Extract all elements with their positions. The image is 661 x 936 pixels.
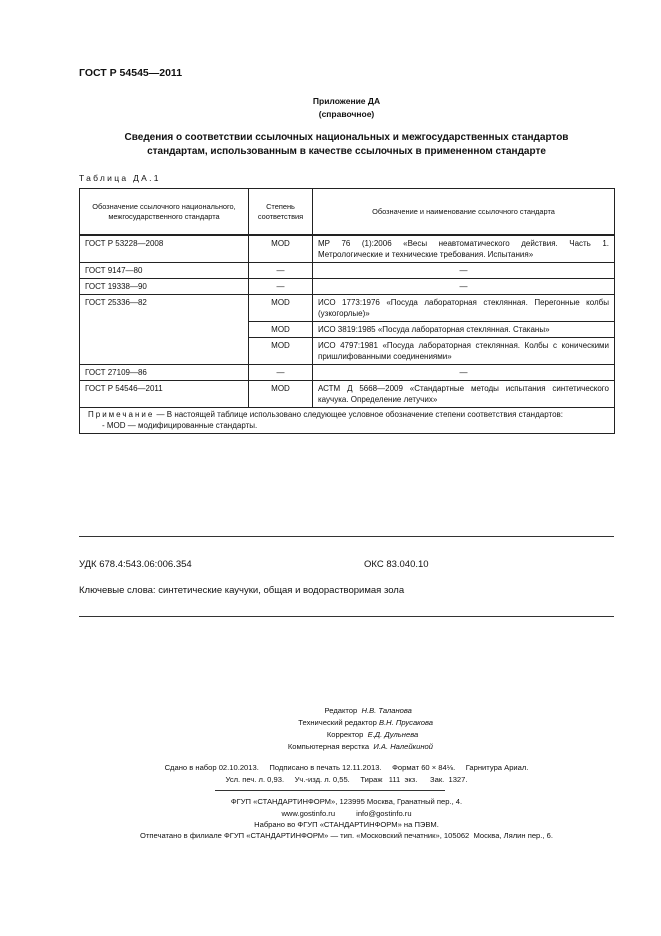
column-header-degree: Степень соответствия	[249, 189, 313, 236]
cell-standard: ГОСТ Р 53228—2008	[80, 235, 249, 263]
cell-degree: MOD	[249, 338, 313, 365]
credits-block	[79, 705, 433, 753]
cell-reference: —	[313, 365, 615, 381]
cell-reference: —	[313, 263, 615, 279]
cell-degree: MOD	[249, 322, 313, 338]
appendix-subtitle: (справочное)	[318, 109, 375, 119]
credit-layout-name: И.А. Налейкиной	[373, 742, 433, 751]
credit-editor	[79, 705, 433, 717]
document-code: ГОСТ Р 54545—2011	[79, 67, 183, 79]
note-item: - MOD — модифицированные стандарты.	[102, 420, 258, 430]
cell-degree: MOD	[249, 381, 313, 408]
column-header-reference: Обозначение и наименование ссылочного стандарта	[313, 189, 615, 236]
credit-editor-name: Н.В. Таланова	[361, 706, 412, 715]
imprint-line6: Отпечатано в филиале ФГУП «СТАНДАРТИНФОРМ» — тип. «Московский печатник», 105062 Москва, Лялин пер., 6.	[140, 831, 553, 840]
credit-tech-editor	[79, 717, 433, 729]
table-note-row	[80, 408, 615, 434]
appendix-title: Приложение ДА	[312, 96, 381, 106]
imprint-line3: ФГУП «СТАНДАРТИНФОРМ», 123995 Москва, Гранатный пер., 4.	[230, 797, 463, 806]
divider-bottom	[79, 616, 614, 617]
table-label: Таблица ДА.1	[79, 173, 161, 183]
cell-standard: ГОСТ 25336—82	[80, 295, 249, 365]
credit-corrector-label: Корректор	[326, 730, 364, 739]
note-text: — В настоящей таблице использовано следующее условное обозначение степени соответствия стандартов:	[154, 410, 563, 419]
credit-editor-label: Редактор	[324, 706, 358, 715]
table-row	[80, 365, 615, 381]
imprint-line5: Набрано во ФГУП «СТАНДАРТИНФОРМ» на ПЭВМ.	[254, 820, 439, 829]
oks-code: ОКС 83.040.10	[364, 559, 429, 570]
appendix-heading	[79, 131, 614, 159]
correspondence-table	[79, 188, 615, 434]
credit-corrector-name: Е.Д. Дульнева	[367, 730, 419, 739]
imprint-line2: Усл. печ. л. 0,93. Уч.-изд. л. 0,55. Тираж 111 экз. Зак. 1327.	[225, 775, 468, 784]
imprint-line1: Сдано в набор 02.10.2013. Подписано в печать 12.11.2013. Формат 60 × 84⅛. Гарнитура Ариал.	[164, 763, 529, 772]
table-row	[80, 263, 615, 279]
table-row	[80, 381, 615, 408]
table-row	[80, 295, 615, 322]
table-row	[80, 235, 615, 263]
udk-code: УДК 678.4:543.06:006.354	[79, 559, 192, 570]
table-row	[80, 279, 615, 295]
credit-layout	[79, 741, 433, 753]
credit-layout-label: Компьютерная верстка	[287, 742, 370, 751]
column-header-standard: Обозначение ссылочного национального, межгосударственного стандарта	[80, 189, 249, 236]
cell-degree: MOD	[249, 295, 313, 322]
cell-degree: —	[249, 263, 313, 279]
credit-tech-editor-label: Технический редактор	[298, 718, 377, 727]
credit-tech-editor-name: В.Н. Прусакова	[379, 718, 433, 727]
imprint-divider	[215, 790, 445, 791]
note-label: Примечание	[88, 410, 155, 419]
cell-reference: ИСО 1773:1976 «Посуда лабораторная стеклянная. Перегонные колбы (узкогорлые)»	[313, 295, 615, 322]
table-header-row	[80, 189, 615, 236]
cell-reference: ИСО 4797:1981 «Посуда лабораторная стеклянная. Колбы с коническими пришлифованными соединениями»	[313, 338, 615, 365]
cell-standard: ГОСТ 9147—80	[80, 263, 249, 279]
cell-standard: ГОСТ 19338—90	[80, 279, 249, 295]
cell-reference: АСТМ Д 5668—2009 «Стандартные методы испытания синтетического каучука. Определение летучих»	[313, 381, 615, 408]
cell-standard: ГОСТ Р 54546—2011	[80, 381, 249, 408]
cell-reference: МР 76 (1):2006 «Весы неавтоматического действия. Часть 1. Метрологические и технические требования. Испытания»	[313, 235, 615, 263]
cell-degree: —	[249, 365, 313, 381]
keywords: Ключевые слова: синтетические каучуки, общая и водорастворимая зола	[79, 585, 405, 596]
cell-degree: —	[249, 279, 313, 295]
cell-reference: —	[313, 279, 615, 295]
appendix-heading-line2: стандартам, использованным в качестве ссылочных в примененном стандарте	[147, 146, 546, 157]
cell-reference: ИСО 3819:1985 «Посуда лабораторная стеклянная. Стаканы»	[313, 322, 615, 338]
credit-corrector	[79, 729, 433, 741]
cell-degree: MOD	[249, 235, 313, 263]
table-note	[80, 408, 615, 434]
cell-standard: ГОСТ 27109—86	[80, 365, 249, 381]
divider-top	[79, 536, 614, 537]
appendix-heading-line1: Сведения о соответствии ссылочных национальных и межгосударственных стандартов	[124, 132, 569, 143]
imprint-line4: www.gostinfo.ru info@gostinfo.ru	[281, 809, 412, 818]
